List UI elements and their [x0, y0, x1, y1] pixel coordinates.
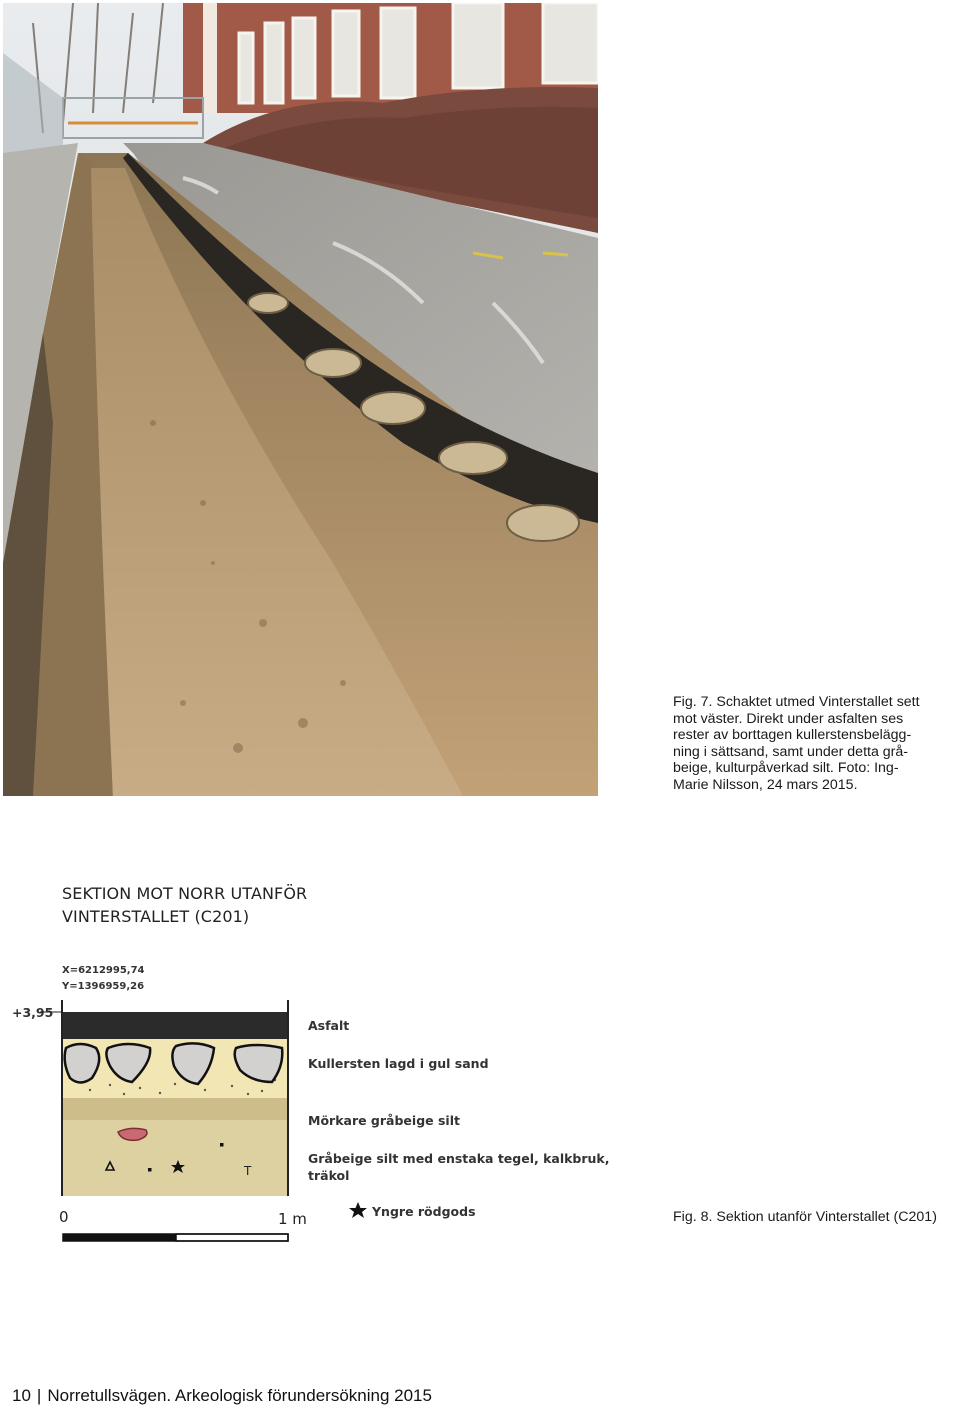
- layer-label-line: träkol: [308, 1168, 350, 1183]
- scale-bar: [63, 1234, 288, 1241]
- coordinate-x: X=6212995,74: [62, 965, 145, 976]
- footer-title: Norretullsvägen. Arkeologisk förundersökning 2015: [47, 1386, 432, 1405]
- caption-line: Fig. 7. Schaktet utmed Vinterstallet sett: [673, 694, 920, 710]
- legend-star-icon: [349, 1202, 367, 1218]
- caption-line: Marie Nilsson, 24 mars 2015.: [673, 776, 858, 793]
- caption-line: beige, kulturpåverkad silt. Foto: Ing-: [673, 760, 899, 777]
- find-dot: [148, 1168, 152, 1172]
- layer-label-grabeige-silt: [308, 1150, 610, 1184]
- legend-label: Yngre rödgods: [372, 1204, 476, 1219]
- footer-separator: |: [36, 1386, 42, 1405]
- page-footer: [12, 1386, 432, 1406]
- scale-start-label: 0: [59, 1208, 69, 1226]
- find-dot: [220, 1143, 224, 1147]
- coordinate-y: Y=1396959,26: [62, 981, 145, 992]
- caption-line: ning i sättsand, samt under detta grå-: [673, 743, 909, 760]
- layer-label-morkare-silt: Mörkare gråbeige silt: [308, 1113, 460, 1128]
- layer-gråbeige-silt: [62, 1120, 288, 1196]
- figure-8-caption: Fig. 8. Sektion utanför Vinterstallet (C201): [673, 1209, 937, 1225]
- page-number: 10: [12, 1386, 31, 1405]
- caption-line: rester av borttagen kullerstensbelägg-: [673, 727, 912, 744]
- layer-asfalt: [62, 1012, 288, 1039]
- layer-mörkare-silt: [62, 1098, 288, 1120]
- elevation-label: +3,95: [12, 1005, 54, 1020]
- section-title-line: VINTERSTALLET (C201): [62, 907, 250, 926]
- t-symbol: T: [244, 1164, 252, 1178]
- trench-photo: [3, 3, 598, 796]
- scale-end-label: 1 m: [278, 1210, 307, 1228]
- layer-label-asfalt: Asfalt: [308, 1018, 350, 1033]
- section-title-line: SEKTION MOT NORR UTANFÖR: [62, 884, 308, 903]
- caption-line: mot väster. Direkt under asfalten ses: [673, 710, 904, 727]
- figure-7-caption: [673, 694, 958, 794]
- layer-label-kullersten: Kullersten lagd i gul sand: [308, 1056, 489, 1071]
- layer-label-line: Gråbeige silt med enstaka tegel, kalkbruk,: [308, 1151, 610, 1166]
- section-title: [62, 882, 307, 928]
